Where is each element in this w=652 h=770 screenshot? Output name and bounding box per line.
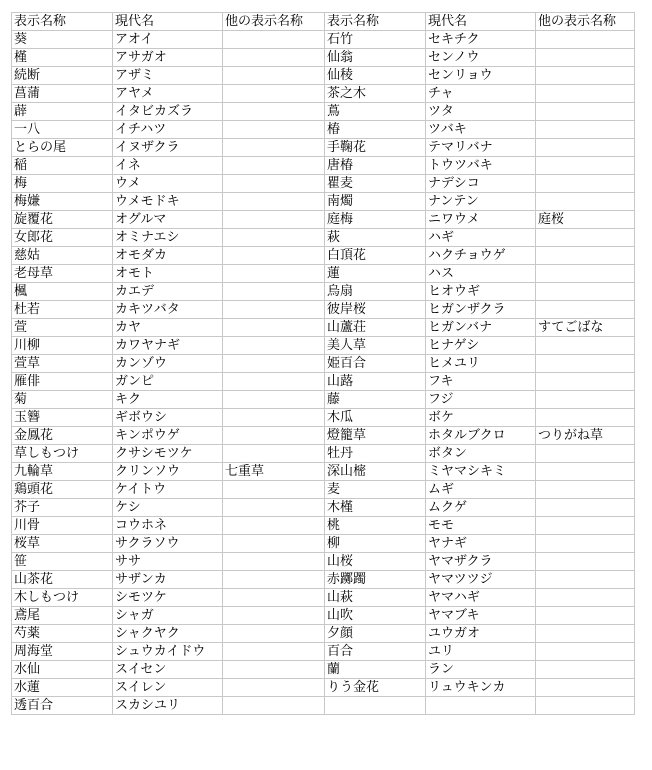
table-row [12, 265, 635, 283]
display-name-cell: 夕顔 [325, 625, 426, 643]
other-name-cell [536, 373, 635, 391]
table-row [12, 319, 635, 337]
display-name-cell: 茶之木 [325, 85, 426, 103]
other-name-cell [536, 283, 635, 301]
modern-name-cell: カエデ [113, 283, 223, 301]
display-name-cell: 慈姑 [12, 247, 113, 265]
display-name-cell: りう金花 [325, 679, 426, 697]
display-name-cell: 美人草 [325, 337, 426, 355]
other-name-cell [536, 463, 635, 481]
display-name-cell: 杜若 [12, 301, 113, 319]
table-row [12, 661, 635, 679]
display-name-cell: 烏扇 [325, 283, 426, 301]
other-name-cell [536, 139, 635, 157]
other-name-cell [536, 301, 635, 319]
table-row [12, 697, 635, 715]
display-name-cell: 藤 [325, 391, 426, 409]
other-name-cell [223, 337, 325, 355]
modern-name-cell: ヤマブキ [426, 607, 536, 625]
modern-name-cell: ヤマザクラ [426, 553, 536, 571]
header-cell-modern-name: 現代名 [426, 13, 536, 31]
display-name-cell: 老母草 [12, 265, 113, 283]
plant-name-table [11, 12, 635, 715]
other-name-cell [536, 535, 635, 553]
header-cell-display-name: 表示名称 [325, 13, 426, 31]
other-name-cell [536, 175, 635, 193]
display-name-cell: 桃 [325, 517, 426, 535]
modern-name-cell: ヤマハギ [426, 589, 536, 607]
table-row [12, 67, 635, 85]
display-name-cell: 旋覆花 [12, 211, 113, 229]
other-name-cell [536, 31, 635, 49]
other-name-cell [536, 391, 635, 409]
modern-name-cell: イヌザクラ [113, 139, 223, 157]
modern-name-cell: トウツバキ [426, 157, 536, 175]
other-name-cell [223, 319, 325, 337]
modern-name-cell: イネ [113, 157, 223, 175]
table-row [12, 427, 635, 445]
other-name-cell [223, 535, 325, 553]
modern-name-cell [426, 697, 536, 715]
modern-name-cell: ヒメユリ [426, 355, 536, 373]
modern-name-cell: テマリバナ [426, 139, 536, 157]
other-name-cell [223, 31, 325, 49]
display-name-cell: 透百合 [12, 697, 113, 715]
display-name-cell: 続断 [12, 67, 113, 85]
display-name-cell: 梅嫌 [12, 193, 113, 211]
other-name-cell [223, 481, 325, 499]
other-name-cell: 七重草 [223, 463, 325, 481]
display-name-cell: 山萩 [325, 589, 426, 607]
modern-name-cell: オモト [113, 265, 223, 283]
table-row [12, 373, 635, 391]
modern-name-cell: モモ [426, 517, 536, 535]
other-name-cell [536, 481, 635, 499]
modern-name-cell: コウホネ [113, 517, 223, 535]
display-name-cell: 仙翁 [325, 49, 426, 67]
other-name-cell [223, 553, 325, 571]
modern-name-cell: ボタン [426, 445, 536, 463]
display-name-cell: 姫百合 [325, 355, 426, 373]
other-name-cell [223, 229, 325, 247]
modern-name-cell: ナンテン [426, 193, 536, 211]
modern-name-cell: シモツケ [113, 589, 223, 607]
display-name-cell: 唐椿 [325, 157, 426, 175]
modern-name-cell: シュウカイドウ [113, 643, 223, 661]
other-name-cell [536, 355, 635, 373]
other-name-cell [223, 661, 325, 679]
modern-name-cell: ツバキ [426, 121, 536, 139]
other-name-cell [536, 337, 635, 355]
modern-name-cell: センリョウ [426, 67, 536, 85]
display-name-cell: 水仙 [12, 661, 113, 679]
display-name-cell: 山蘆荘 [325, 319, 426, 337]
table-row [12, 571, 635, 589]
modern-name-cell: ハギ [426, 229, 536, 247]
display-name-cell: 手鞠花 [325, 139, 426, 157]
modern-name-cell: ボケ [426, 409, 536, 427]
modern-name-cell: オミナエシ [113, 229, 223, 247]
other-name-cell [536, 589, 635, 607]
other-name-cell [223, 391, 325, 409]
other-name-cell [536, 643, 635, 661]
display-name-cell: 草しもつけ [12, 445, 113, 463]
display-name-cell: 白頂花 [325, 247, 426, 265]
display-name-cell: 木槿 [325, 499, 426, 517]
modern-name-cell: ヒガンバナ [426, 319, 536, 337]
display-name-cell: 薜 [12, 103, 113, 121]
other-name-cell [536, 157, 635, 175]
header-row [12, 13, 635, 31]
modern-name-cell: ヤナギ [426, 535, 536, 553]
modern-name-cell: アザミ [113, 67, 223, 85]
other-name-cell [223, 355, 325, 373]
table-row [12, 49, 635, 67]
display-name-cell: 百合 [325, 643, 426, 661]
display-name-cell: 庭梅 [325, 211, 426, 229]
other-name-cell [223, 85, 325, 103]
table-row [12, 625, 635, 643]
display-name-cell: 山蕗 [325, 373, 426, 391]
display-name-cell: 梅 [12, 175, 113, 193]
table-row [12, 499, 635, 517]
display-name-cell: 椿 [325, 121, 426, 139]
other-name-cell [536, 679, 635, 697]
modern-name-cell: クリンソウ [113, 463, 223, 481]
modern-name-cell: フキ [426, 373, 536, 391]
table-row [12, 445, 635, 463]
other-name-cell [536, 265, 635, 283]
display-name-cell [325, 697, 426, 715]
display-name-cell: 鶏頭花 [12, 481, 113, 499]
other-name-cell [536, 625, 635, 643]
modern-name-cell: ユリ [426, 643, 536, 661]
other-name-cell [223, 589, 325, 607]
table-row [12, 121, 635, 139]
other-name-cell [223, 409, 325, 427]
display-name-cell: とらの尾 [12, 139, 113, 157]
table-row [12, 607, 635, 625]
modern-name-cell: イタビカズラ [113, 103, 223, 121]
modern-name-cell: ヒオウギ [426, 283, 536, 301]
display-name-cell: 水蓮 [12, 679, 113, 697]
modern-name-cell: センノウ [426, 49, 536, 67]
display-name-cell: 菖蒲 [12, 85, 113, 103]
display-name-cell: 彼岸桜 [325, 301, 426, 319]
table-row [12, 211, 635, 229]
table-row [12, 679, 635, 697]
modern-name-cell: ガンピ [113, 373, 223, 391]
other-name-cell [536, 247, 635, 265]
display-name-cell: 牡丹 [325, 445, 426, 463]
table-row [12, 175, 635, 193]
modern-name-cell: リュウキンカ [426, 679, 536, 697]
other-name-cell [536, 229, 635, 247]
display-name-cell: 石竹 [325, 31, 426, 49]
table-row [12, 139, 635, 157]
modern-name-cell: シャガ [113, 607, 223, 625]
other-name-cell [536, 67, 635, 85]
display-name-cell: 笹 [12, 553, 113, 571]
display-name-cell: 稲 [12, 157, 113, 175]
display-name-cell: 瞿麦 [325, 175, 426, 193]
modern-name-cell: アオイ [113, 31, 223, 49]
display-name-cell: 蔦 [325, 103, 426, 121]
modern-name-cell: ケイトウ [113, 481, 223, 499]
other-name-cell [223, 283, 325, 301]
display-name-cell: 九輪草 [12, 463, 113, 481]
table-row [12, 283, 635, 301]
other-name-cell [536, 517, 635, 535]
modern-name-cell: ヤマツツジ [426, 571, 536, 589]
other-name-cell [223, 103, 325, 121]
table-row [12, 85, 635, 103]
modern-name-cell: アサガオ [113, 49, 223, 67]
other-name-cell [223, 211, 325, 229]
modern-name-cell: ハス [426, 265, 536, 283]
other-name-cell: 庭桜 [536, 211, 635, 229]
display-name-cell: 鳶尾 [12, 607, 113, 625]
other-name-cell [536, 661, 635, 679]
table-body [12, 13, 635, 715]
other-name-cell [223, 445, 325, 463]
other-name-cell [536, 553, 635, 571]
other-name-cell [223, 265, 325, 283]
modern-name-cell: ヒナゲシ [426, 337, 536, 355]
modern-name-cell: ニワウメ [426, 211, 536, 229]
table-row [12, 247, 635, 265]
other-name-cell [223, 607, 325, 625]
modern-name-cell: セキチク [426, 31, 536, 49]
other-name-cell [536, 445, 635, 463]
display-name-cell: 山茶花 [12, 571, 113, 589]
display-name-cell: 萱草 [12, 355, 113, 373]
other-name-cell [223, 679, 325, 697]
table-row [12, 193, 635, 211]
other-name-cell [223, 49, 325, 67]
table-row [12, 463, 635, 481]
other-name-cell [536, 607, 635, 625]
other-name-cell [536, 103, 635, 121]
header-cell-display-name: 表示名称 [12, 13, 113, 31]
display-name-cell: 芥子 [12, 499, 113, 517]
modern-name-cell: キク [113, 391, 223, 409]
modern-name-cell: オモダカ [113, 247, 223, 265]
other-name-cell [536, 121, 635, 139]
display-name-cell: 川柳 [12, 337, 113, 355]
other-name-cell [223, 517, 325, 535]
other-name-cell [223, 157, 325, 175]
modern-name-cell: スカシユリ [113, 697, 223, 715]
other-name-cell: すてごばな [536, 319, 635, 337]
table-row [12, 553, 635, 571]
other-name-cell: つりがね草 [536, 427, 635, 445]
table-row [12, 157, 635, 175]
modern-name-cell: サザンカ [113, 571, 223, 589]
other-name-cell [223, 625, 325, 643]
table-row [12, 229, 635, 247]
other-name-cell [536, 193, 635, 211]
modern-name-cell: ウメ [113, 175, 223, 193]
display-name-cell: 一八 [12, 121, 113, 139]
modern-name-cell: サクラソウ [113, 535, 223, 553]
modern-name-cell: ヒガンザクラ [426, 301, 536, 319]
display-name-cell: 柳 [325, 535, 426, 553]
modern-name-cell: クサシモツケ [113, 445, 223, 463]
display-name-cell: 川骨 [12, 517, 113, 535]
display-name-cell: 木しもつけ [12, 589, 113, 607]
table-row [12, 589, 635, 607]
display-name-cell: 葵 [12, 31, 113, 49]
modern-name-cell: キンポウゲ [113, 427, 223, 445]
display-name-cell: 金鳳花 [12, 427, 113, 445]
modern-name-cell: カヤ [113, 319, 223, 337]
modern-name-cell: ユウガオ [426, 625, 536, 643]
display-name-cell: 槿 [12, 49, 113, 67]
display-name-cell: 萱 [12, 319, 113, 337]
display-name-cell: 深山樒 [325, 463, 426, 481]
other-name-cell [223, 67, 325, 85]
table-row [12, 103, 635, 121]
display-name-cell: 菊 [12, 391, 113, 409]
table-row [12, 355, 635, 373]
modern-name-cell: スイレン [113, 679, 223, 697]
other-name-cell [536, 571, 635, 589]
other-name-cell [536, 85, 635, 103]
modern-name-cell: ミヤマシキミ [426, 463, 536, 481]
header-cell-other-name: 他の表示名称 [223, 13, 325, 31]
modern-name-cell: ムギ [426, 481, 536, 499]
other-name-cell [223, 499, 325, 517]
display-name-cell: 芍薬 [12, 625, 113, 643]
other-name-cell [223, 193, 325, 211]
header-cell-modern-name: 現代名 [113, 13, 223, 31]
table-row [12, 517, 635, 535]
other-name-cell [536, 697, 635, 715]
modern-name-cell: ナデシコ [426, 175, 536, 193]
display-name-cell: 仙稜 [325, 67, 426, 85]
display-name-cell: 雁俳 [12, 373, 113, 391]
other-name-cell [223, 301, 325, 319]
display-name-cell: 木瓜 [325, 409, 426, 427]
modern-name-cell: オグルマ [113, 211, 223, 229]
table-row [12, 409, 635, 427]
other-name-cell [223, 373, 325, 391]
modern-name-cell: アヤメ [113, 85, 223, 103]
other-name-cell [536, 49, 635, 67]
modern-name-cell: ラン [426, 661, 536, 679]
modern-name-cell: ホタルブクロ [426, 427, 536, 445]
table-row [12, 31, 635, 49]
table-row [12, 643, 635, 661]
display-name-cell: 蘭 [325, 661, 426, 679]
display-name-cell: 山桜 [325, 553, 426, 571]
display-name-cell: 燈籠草 [325, 427, 426, 445]
modern-name-cell: ハクチョウゲ [426, 247, 536, 265]
other-name-cell [536, 409, 635, 427]
modern-name-cell: シャクヤク [113, 625, 223, 643]
display-name-cell: 桜草 [12, 535, 113, 553]
modern-name-cell: イチハツ [113, 121, 223, 139]
table-row [12, 301, 635, 319]
display-name-cell: 麦 [325, 481, 426, 499]
modern-name-cell: カキツバタ [113, 301, 223, 319]
display-name-cell: 南燭 [325, 193, 426, 211]
other-name-cell [223, 697, 325, 715]
table-row [12, 337, 635, 355]
modern-name-cell: ササ [113, 553, 223, 571]
other-name-cell [223, 247, 325, 265]
modern-name-cell: カンゾウ [113, 355, 223, 373]
other-name-cell [536, 499, 635, 517]
display-name-cell: 山吹 [325, 607, 426, 625]
display-name-cell: 萩 [325, 229, 426, 247]
modern-name-cell: スイセン [113, 661, 223, 679]
modern-name-cell: ケシ [113, 499, 223, 517]
modern-name-cell: ギボウシ [113, 409, 223, 427]
display-name-cell: 楓 [12, 283, 113, 301]
modern-name-cell: ツタ [426, 103, 536, 121]
display-name-cell: 周海堂 [12, 643, 113, 661]
other-name-cell [223, 571, 325, 589]
modern-name-cell: ムクゲ [426, 499, 536, 517]
other-name-cell [223, 139, 325, 157]
other-name-cell [223, 121, 325, 139]
display-name-cell: 赤躑躅 [325, 571, 426, 589]
header-cell-other-name: 他の表示名称 [536, 13, 635, 31]
table-row [12, 391, 635, 409]
other-name-cell [223, 643, 325, 661]
display-name-cell: 玉簪 [12, 409, 113, 427]
table-row [12, 535, 635, 553]
modern-name-cell: ウメモドキ [113, 193, 223, 211]
modern-name-cell: カワヤナギ [113, 337, 223, 355]
other-name-cell [223, 427, 325, 445]
table-row [12, 481, 635, 499]
display-name-cell: 蓮 [325, 265, 426, 283]
display-name-cell: 女郎花 [12, 229, 113, 247]
modern-name-cell: チャ [426, 85, 536, 103]
modern-name-cell: フジ [426, 391, 536, 409]
other-name-cell [223, 175, 325, 193]
